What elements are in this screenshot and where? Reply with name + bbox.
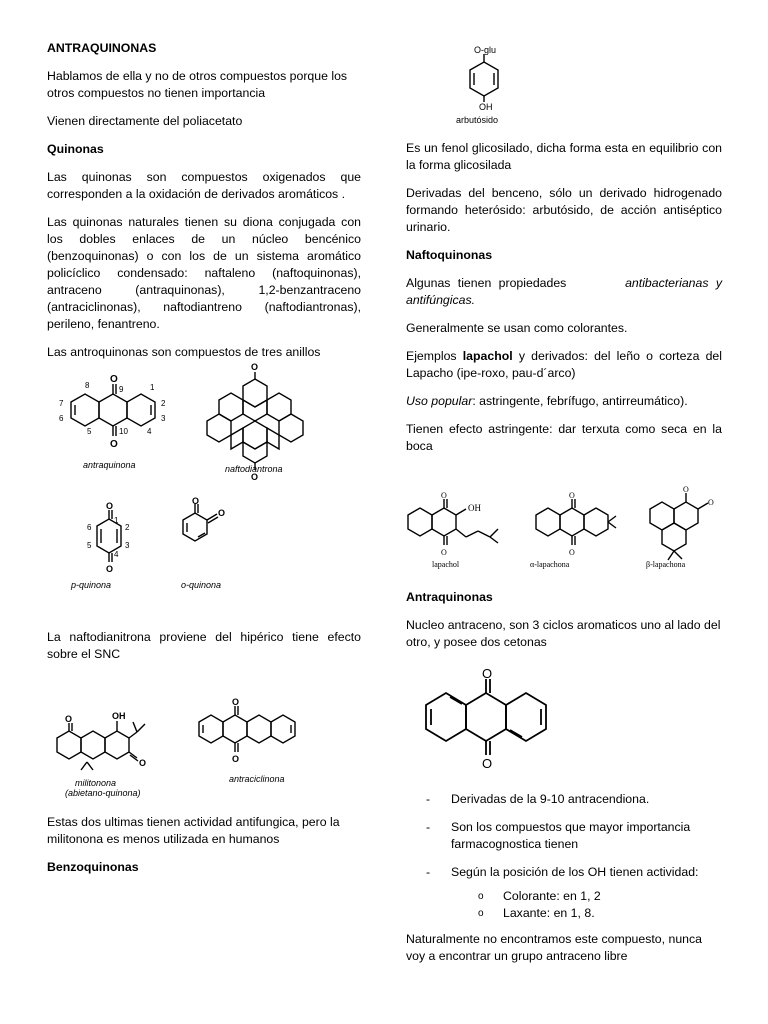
section-heading-naftoquinonas: Naftoquinonas: [406, 248, 493, 262]
position-number: 2: [161, 399, 166, 408]
paragraph: [406, 348, 722, 382]
paragraph: Generalmente se usan como colorantes.: [406, 321, 628, 335]
page-title: ANTRAQUINONAS: [47, 41, 157, 55]
sub-list: [406, 888, 722, 922]
caption-beta-lapachona: β-lapachona: [646, 560, 686, 569]
oxygen-label: O: [708, 498, 714, 507]
caption-arbutosido: arbutósido: [456, 115, 499, 125]
oxygen-label: O: [441, 491, 447, 500]
lapachol-structure: [408, 499, 498, 545]
position-number: 8: [85, 381, 90, 390]
caption-alpha-lapachona: α-lapachona: [530, 560, 570, 569]
o-quinona-structure: [183, 504, 218, 541]
position-number: 9: [119, 385, 124, 394]
paragraph: Las quinonas son compuestos oxigenados que corresponden a la oxidación de derivados aromáticos .: [47, 170, 361, 201]
position-number: 4: [147, 427, 152, 436]
structure-diagram: [47, 674, 361, 808]
structure-diagram: [406, 45, 722, 140]
oxygen-label: O: [232, 754, 240, 764]
oxygen-label: O: [569, 548, 575, 557]
figure-lapachol: [406, 483, 722, 575]
caption-p-quinona: p-quinona: [71, 580, 112, 590]
figure-militonona-antraciclinona: [47, 674, 361, 808]
antraquinona-nucleo-structure: [426, 679, 546, 755]
list-item: - Son los compuestos que mayor importancia farmacognostica tienen: [406, 819, 722, 853]
paragraph: Las quinonas naturales tienen su diona conjugada con los dobles enlaces de un núcleo bencénico (benzoquinonas) o con los de un sistema aromático policíclico condensado: naftaleno (naftoquinonas), antraceno (antraquinonas), 1,2-benzantraceno (antraciclinonas), naftodiantreno (naftodiantronas), perileno, fenantreno.: [47, 215, 361, 331]
paragraph: Derivadas del benceno, sólo un derivado hidrogenado formando heterósido: arbutósido, de acción antiséptico urinario.: [406, 186, 722, 234]
italic-span: Uso popular: [406, 394, 473, 408]
figure-arbutosido: [406, 45, 722, 140]
paragraph: Es un fenol glicosilado, dicha forma esta en equilibrio con la forma glicosilada: [406, 141, 722, 172]
bullet-list: [406, 791, 722, 881]
position-number: 4: [114, 550, 119, 559]
alpha-lapachona-structure: [536, 499, 616, 545]
figure-antraquinona-nucleo: [406, 666, 722, 787]
list-item: - Derivadas de la 9-10 antracendiona.: [406, 791, 722, 808]
italic-span: antibacterianas y antifúngicas.: [406, 276, 722, 307]
list-item: - Según la posición de los OH tienen actividad:: [406, 864, 722, 881]
oxygen-label: O: [569, 491, 575, 500]
paragraph: Las antroquinonas son compuestos de tres anillos: [47, 345, 321, 359]
naftodiantrona-structure: [207, 372, 303, 470]
structure-diagram: [47, 496, 361, 607]
sub-list-item: o Laxante: en 1, 8.: [406, 905, 722, 922]
position-number: 10: [119, 427, 128, 436]
figure-quinonas: [47, 496, 361, 607]
paragraph: Naturalmente no encontramos este compuesto, nunca voy a encontrar un grupo antraceno libre: [406, 932, 702, 963]
oxygen-label: O: [482, 666, 493, 681]
oxygen-label: O: [218, 508, 226, 518]
caption-lapachol: lapachol: [432, 560, 460, 569]
beta-lapachona-structure: [650, 493, 708, 560]
arbutosido-structure: [470, 54, 498, 102]
caption-naftodiantrona: naftodiantrona: [225, 464, 283, 474]
antraciclinona-structure: [199, 706, 295, 752]
structure-diagram: [406, 483, 722, 575]
text-span: y derivados: del leño o corteza del Lapacho (ipe-roxo, pau-d´arco): [406, 349, 723, 380]
oxygen-label: O: [106, 564, 114, 574]
position-number: 3: [161, 414, 166, 423]
oxygen-label: O: [251, 472, 259, 482]
text-span: Ejemplos: [406, 349, 457, 363]
paragraph: Nucleo antraceno, son 3 ciclos aromaticos uno al lado del otro, y posee dos cetonas: [406, 618, 721, 649]
left-column: [47, 40, 361, 887]
structure-diagram: [406, 666, 722, 787]
paragraph: Hablamos de ella y no de otros compuestos porque los otros compuestos no tienen importancia: [47, 69, 348, 100]
position-number: 6: [87, 523, 92, 532]
section-heading-benzoquinonas: Benzoquinonas: [47, 860, 139, 874]
oxygen-label: O: [106, 501, 114, 511]
position-number: 6: [59, 414, 64, 423]
paragraph: La naftodianitrona proviene del hipérico tiene efecto sobre el SNC: [47, 630, 361, 661]
militonona-structure: [57, 721, 145, 770]
oxygen-label: O: [232, 697, 240, 707]
structure-diagram: [47, 362, 361, 490]
caption-militonona-sub: (abietano-quinona): [65, 788, 141, 798]
oxygen-label: O: [110, 439, 118, 450]
bold-span: lapachol: [462, 349, 513, 363]
position-number: 2: [125, 523, 130, 532]
oxygen-label: O: [482, 756, 493, 771]
hydroxyl-label: OH: [468, 503, 481, 513]
caption-o-quinona: o-quinona: [181, 580, 222, 590]
oxygen-label: O: [192, 496, 200, 506]
position-number: 1: [150, 383, 155, 392]
section-heading-antraquinonas: Antraquinonas: [406, 590, 493, 604]
caption-militonona: militonona: [75, 778, 117, 788]
paragraph: [406, 393, 722, 410]
position-number: 1: [114, 516, 119, 525]
oxygen-label: O: [683, 485, 689, 494]
oxygen-label: O: [441, 548, 447, 557]
paragraph: Estas dos ultimas tienen actividad antifungica, pero la militonona es menos utilizada en humanos: [47, 815, 340, 846]
figure-antraquinona-naftodiantrona: [47, 362, 361, 490]
oxygen-label: O: [139, 758, 147, 768]
text-span: Algunas tienen propiedades: [406, 276, 567, 290]
position-number: 5: [87, 541, 92, 550]
right-column: [406, 45, 723, 976]
text-span: : astringente, febrífugo, antirreumático).: [472, 394, 688, 408]
oxygen-label: O: [251, 362, 259, 372]
section-heading-quinonas: Quinonas: [47, 142, 104, 156]
paragraph: Tienen efecto astringente: dar terxuta como seca en la boca: [406, 422, 722, 453]
hydroxyl-label: OH: [479, 102, 493, 112]
sub-list-item: o Colorante: en 1, 2: [406, 888, 722, 905]
paragraph: Vienen directamente del poliacetato: [47, 114, 243, 128]
hydroxyl-label: OH: [112, 711, 126, 721]
caption-antraquinona: antraquinona: [83, 460, 136, 470]
antraquinona-structure: [71, 384, 155, 436]
position-number: 3: [125, 541, 130, 550]
paragraph: [406, 275, 722, 309]
position-number: 7: [59, 399, 64, 408]
position-number: 5: [87, 427, 92, 436]
oxygen-label: O: [110, 374, 118, 385]
oxygen-label: O: [65, 714, 73, 724]
caption-antraciclinona: antraciclinona: [229, 774, 285, 784]
substituent-label: O-glu: [474, 45, 497, 55]
